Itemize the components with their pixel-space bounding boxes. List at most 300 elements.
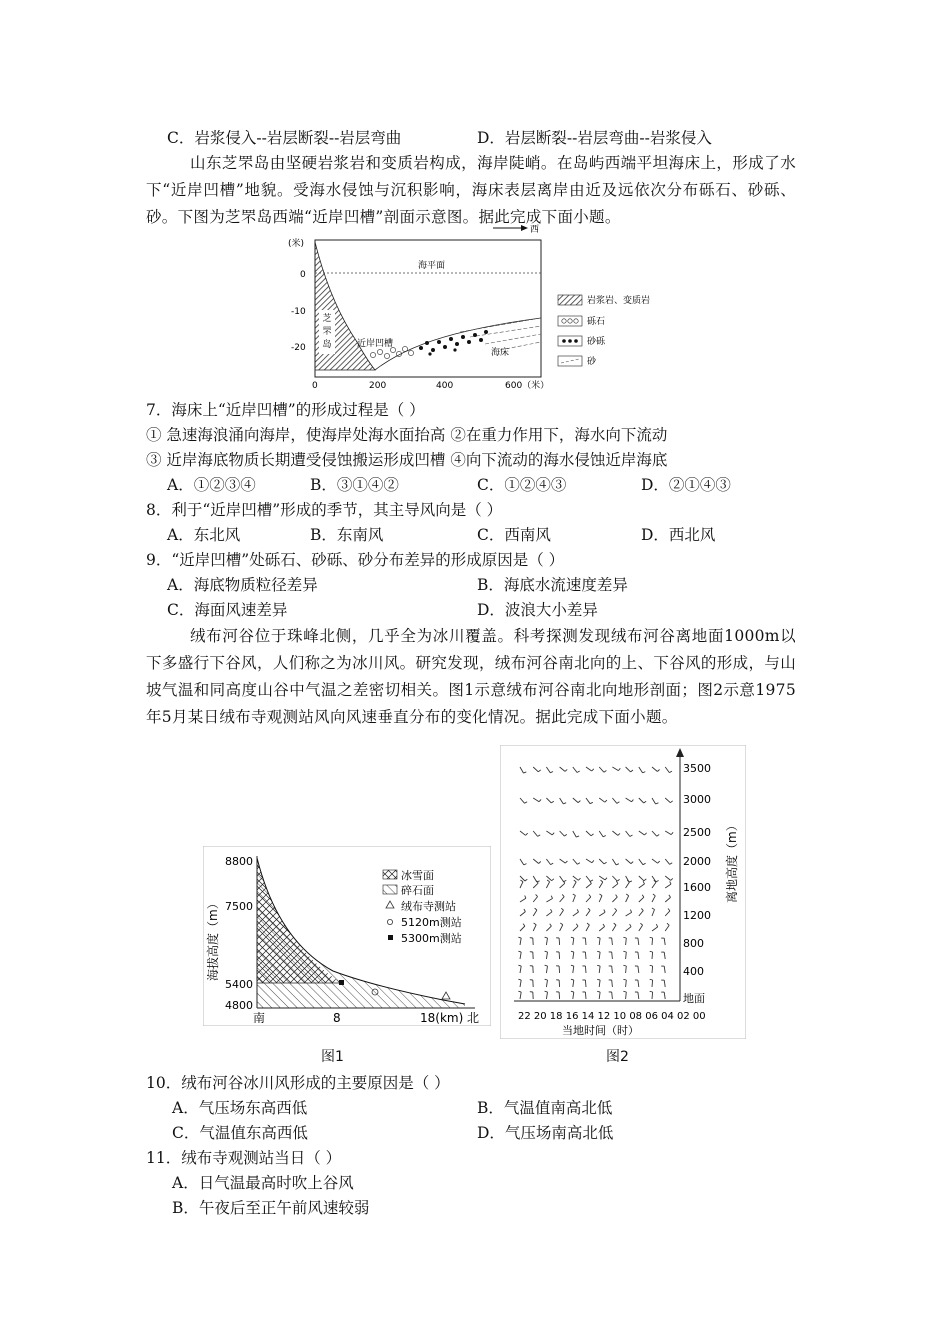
seabed-label: 海床 bbox=[491, 348, 510, 358]
wind-barb bbox=[652, 992, 653, 999]
fig2-y-3500: 3500 bbox=[683, 762, 711, 775]
wind-barb bbox=[599, 798, 605, 802]
wind-barb-feather bbox=[616, 895, 618, 898]
fig1-x-south: 南 bbox=[253, 1011, 266, 1025]
wind-barb bbox=[638, 980, 639, 987]
wind-barb-feather bbox=[588, 908, 590, 910]
wind-barb bbox=[599, 912, 605, 916]
wind-barb-feather bbox=[641, 908, 643, 910]
wind-barb bbox=[533, 897, 537, 902]
wind-barb-feather bbox=[650, 937, 653, 938]
wind-barb bbox=[639, 911, 644, 916]
wind-barb-feather bbox=[656, 881, 659, 882]
wind-barb-feather bbox=[643, 881, 644, 884]
fig1-legend-circle bbox=[387, 919, 392, 924]
wind-barb bbox=[560, 883, 565, 888]
wind-barb-feather bbox=[590, 880, 593, 882]
fig1-y-5400: 5400 bbox=[225, 978, 253, 991]
wind-barb bbox=[599, 980, 600, 987]
wind-barb bbox=[586, 925, 589, 931]
wind-barb bbox=[560, 897, 565, 902]
wind-barb bbox=[520, 898, 526, 902]
wind-barb bbox=[612, 980, 613, 987]
wind-barb-feather bbox=[524, 772, 527, 773]
wind-barb bbox=[639, 925, 643, 931]
wind-barb bbox=[638, 992, 639, 999]
wind-barb bbox=[612, 897, 617, 902]
wind-barb-feather bbox=[565, 769, 567, 771]
wind-barb-feather bbox=[601, 880, 603, 882]
wind-barb bbox=[665, 876, 670, 880]
wind-barb-feather bbox=[623, 951, 626, 952]
wind-barb bbox=[612, 966, 613, 973]
wind-barb-feather bbox=[623, 979, 626, 980]
wind-barb-feather bbox=[577, 771, 580, 773]
wind-barb bbox=[626, 798, 632, 802]
fig1-legend-debris-swatch bbox=[383, 885, 397, 894]
legend-sand-label: 砂 bbox=[587, 357, 597, 367]
wind-barb bbox=[573, 798, 578, 803]
wind-barb-feather bbox=[577, 863, 580, 865]
wind-barb bbox=[559, 952, 560, 959]
wind-barb bbox=[533, 767, 538, 772]
wind-barb-feather bbox=[616, 881, 618, 884]
y-unit: (米) bbox=[288, 239, 305, 249]
wind-barb bbox=[599, 831, 603, 837]
wind-barb bbox=[599, 882, 603, 888]
wind-barb bbox=[546, 938, 547, 945]
wind-barb-feather bbox=[650, 979, 653, 980]
q10-option-d: D．气压场南高北低 bbox=[477, 1124, 614, 1142]
wind-barb-feather bbox=[630, 924, 632, 927]
wind-barb-feather bbox=[550, 772, 553, 773]
q7-line1: ① 急速海浪涌向海岸，使海岸处海水面抬高 ②在重力作用下，海水向下流动 bbox=[146, 426, 668, 444]
wind-barb bbox=[559, 938, 560, 945]
wind-barb-feather bbox=[551, 801, 554, 803]
fig1-legend-debris: 碎石面 bbox=[401, 884, 434, 897]
fig2-wind-barbs bbox=[518, 767, 673, 999]
wind-barb-feather bbox=[618, 768, 620, 770]
fig2-y-arrow bbox=[676, 748, 684, 757]
wind-barb-feather bbox=[578, 878, 580, 880]
wind-barb bbox=[639, 859, 643, 865]
wind-barb-feather bbox=[563, 803, 566, 804]
q6-option-c: C．岩浆侵入--岩层断裂--岩层弯曲 bbox=[167, 129, 402, 147]
wind-barb-feather bbox=[564, 834, 566, 836]
wind-barb bbox=[585, 966, 586, 973]
wind-barb bbox=[599, 767, 604, 772]
wind-barb-feather bbox=[669, 771, 672, 773]
island-label-2: 罘 bbox=[322, 327, 332, 337]
wind-barb bbox=[665, 884, 671, 888]
wind-barb-feather bbox=[591, 834, 593, 836]
wind-barb-feather bbox=[603, 836, 606, 837]
wind-barb bbox=[559, 966, 560, 973]
wind-barb-feather bbox=[539, 862, 541, 864]
wind-barb bbox=[546, 882, 549, 888]
wind-barb-feather bbox=[565, 861, 567, 863]
q7-option-b: B．③①④② bbox=[310, 476, 399, 494]
sandy-gravel bbox=[419, 330, 488, 356]
west-label: 西 bbox=[530, 225, 540, 235]
wind-barb bbox=[520, 912, 525, 916]
wind-barb-feather bbox=[667, 923, 669, 925]
wind-barb bbox=[586, 831, 591, 836]
wind-barb-feather bbox=[538, 770, 540, 772]
q8-option-b: B．东南风 bbox=[310, 526, 384, 544]
wind-barb-feather bbox=[644, 879, 646, 881]
wind-barb bbox=[638, 938, 639, 945]
wind-barb-feather bbox=[604, 910, 605, 913]
wind-barb bbox=[520, 798, 525, 803]
fig1-caption: 图1 bbox=[321, 1049, 344, 1065]
wind-barb bbox=[652, 896, 655, 902]
wind-barb bbox=[599, 896, 602, 902]
q11-stem: 11．绒布寺观测站当日（ ） bbox=[146, 1149, 342, 1167]
wind-barb bbox=[665, 859, 670, 864]
wind-barb bbox=[652, 767, 657, 772]
wind-barb-feather bbox=[518, 965, 521, 966]
wind-barb bbox=[560, 925, 563, 931]
wind-barb bbox=[533, 925, 536, 931]
wind-barb-feather bbox=[604, 771, 607, 773]
wind-barb bbox=[652, 910, 655, 917]
wind-barb-feather bbox=[597, 991, 600, 992]
wind-barb-feather bbox=[626, 894, 629, 896]
q9-option-c: C．海面风速差异 bbox=[167, 601, 288, 619]
wind-barb-feather bbox=[592, 860, 594, 862]
fig1-x-north: 北 bbox=[467, 1011, 480, 1025]
wind-barb bbox=[612, 938, 613, 945]
wind-barb bbox=[520, 992, 521, 999]
fig1-legend-square bbox=[388, 935, 393, 940]
wind-barb-feather bbox=[571, 937, 574, 938]
wind-barb bbox=[612, 952, 613, 959]
wind-barb-feather bbox=[657, 770, 659, 772]
wind-barb-feather bbox=[518, 979, 521, 980]
wind-barb bbox=[520, 966, 521, 973]
wind-barb bbox=[573, 831, 577, 837]
wind-barb bbox=[652, 952, 653, 959]
fig1-y-4800: 4800 bbox=[225, 999, 253, 1012]
wind-barb bbox=[612, 876, 617, 881]
q8-option-c: C．西南风 bbox=[477, 526, 551, 544]
wind-barb-feather bbox=[656, 803, 659, 804]
wind-barb-feather bbox=[615, 908, 617, 910]
fig2-y-1200: 1200 bbox=[683, 909, 711, 922]
q9-stem: 9．“近岸凹槽”处砾石、砂砾、砂分布差异的形成原因是（ ） bbox=[146, 551, 565, 569]
q7-line2: ③ 近岸海底物质长期遭受侵蚀搬运形成凹槽 ④向下流动的海水侵蚀近岸海底 bbox=[146, 451, 668, 469]
wind-barb bbox=[546, 966, 547, 973]
fig2-y-800: 800 bbox=[683, 937, 704, 950]
wind-barb bbox=[612, 925, 616, 931]
wind-barb-feather bbox=[650, 991, 653, 992]
wind-barb bbox=[573, 876, 579, 880]
wind-barb-feather bbox=[518, 951, 521, 952]
wind-barb-feather bbox=[653, 894, 655, 896]
wind-barb bbox=[664, 980, 665, 987]
wind-barb-feather bbox=[590, 802, 593, 803]
wind-barb bbox=[585, 938, 586, 945]
wind-barb bbox=[652, 798, 656, 804]
wind-barb bbox=[664, 992, 665, 999]
wind-barb-feather bbox=[630, 835, 633, 837]
wind-barb-feather bbox=[614, 923, 616, 925]
q8-option-d: D．西北风 bbox=[641, 526, 716, 544]
q7-option-a: A．①②③④ bbox=[167, 476, 256, 494]
wind-barb-feather bbox=[523, 924, 525, 926]
wind-barb bbox=[573, 859, 578, 864]
wind-barb-feather bbox=[643, 772, 646, 773]
wind-barb-feather bbox=[574, 880, 576, 882]
wind-barb-feather bbox=[525, 896, 526, 899]
wind-barb bbox=[652, 966, 653, 973]
wind-barb-feather bbox=[518, 991, 521, 992]
fig2-y-400: 400 bbox=[683, 965, 704, 978]
wind-barb-feather bbox=[616, 864, 619, 865]
q11-option-a: A．日气温最高时吹上谷风 bbox=[172, 1174, 354, 1192]
wind-barb-feather bbox=[618, 833, 620, 835]
wind-barb bbox=[560, 859, 566, 863]
wind-barb-feather bbox=[597, 965, 600, 966]
fig1-station-5300 bbox=[339, 980, 344, 985]
wind-barb bbox=[586, 859, 592, 863]
wind-barb-feather bbox=[571, 979, 574, 980]
fig2-x-ticks: 22 20 18 16 14 12 10 08 06 04 02 00 bbox=[518, 1011, 706, 1022]
fig2-xlabel: 当地时间（时） bbox=[562, 1024, 639, 1037]
wind-barb bbox=[664, 966, 665, 973]
wind-barb-feather bbox=[573, 894, 576, 896]
wind-barb-feather bbox=[587, 923, 589, 925]
wind-barb-feather bbox=[671, 878, 673, 880]
wind-barb-feather bbox=[551, 909, 553, 912]
wind-barb bbox=[573, 992, 574, 999]
wind-barb-feather bbox=[589, 895, 591, 897]
q7-option-d: D．②①④③ bbox=[641, 476, 731, 494]
wind-barb-feather bbox=[547, 880, 550, 882]
q11-option-b: B．午夜后至正午前风速较弱 bbox=[172, 1199, 370, 1217]
fig1-x-8: 8 bbox=[333, 1011, 341, 1025]
wind-barb bbox=[560, 831, 565, 836]
wind-barb bbox=[626, 927, 632, 931]
wind-barb-feather bbox=[561, 908, 563, 910]
fig1-legend-5300: 5300m测站 bbox=[401, 932, 462, 945]
wind-barb-feather bbox=[552, 879, 554, 881]
figure-2-wind-profile bbox=[500, 745, 746, 1039]
figure-1-terrain bbox=[203, 846, 491, 1026]
wind-barb bbox=[559, 980, 560, 987]
q9-option-d: D．波浪大小差异 bbox=[477, 601, 598, 619]
passage-rongbuk-valley: 绒布河谷位于珠峰北侧，几乎全为冰川覆盖。科考探测发现绒布河谷离地面1000m以下多盛行下谷风，人们称之为冰川风。研究发现，绒布河谷南北向的上、下谷风的形成，与山坡气温和同高度山谷中气温之差密切相关。图1示意绒布河谷南北向地形剖面；图2示意1975年5月某日绒布寺观测站风向风速垂直分布的变化情况。据此完成下面小题。 bbox=[146, 627, 796, 726]
wind-barb bbox=[599, 859, 604, 864]
wind-barb-feather bbox=[645, 833, 647, 835]
wind-barb-feather bbox=[658, 861, 660, 863]
wind-barb bbox=[612, 992, 613, 999]
wind-barb bbox=[665, 911, 670, 916]
wind-barb bbox=[612, 767, 618, 771]
wind-barb bbox=[533, 883, 538, 888]
wind-barb bbox=[546, 798, 551, 803]
q6-option-d: D．岩层断裂--岩层弯曲--岩浆侵入 bbox=[477, 129, 712, 147]
wind-barb-feather bbox=[605, 878, 607, 880]
wind-barb bbox=[639, 831, 645, 835]
wind-barb-feather bbox=[605, 800, 607, 802]
wind-barb bbox=[599, 927, 604, 932]
wind-barb bbox=[573, 952, 574, 959]
fig1-y-8800: 8800 bbox=[225, 855, 253, 868]
fig2-y-2500: 2500 bbox=[683, 826, 711, 839]
wind-barb-feather bbox=[617, 802, 620, 804]
wind-barb bbox=[585, 992, 586, 999]
wind-barb bbox=[638, 952, 639, 959]
fig1-ice-surface bbox=[257, 858, 341, 983]
wind-barb-feather bbox=[577, 909, 578, 912]
wind-barb-feather bbox=[630, 910, 631, 913]
wind-barb bbox=[520, 882, 523, 888]
wind-barb-feather bbox=[632, 800, 634, 802]
wind-barb bbox=[520, 952, 521, 959]
wind-barb bbox=[546, 831, 552, 835]
wind-barb bbox=[546, 859, 550, 865]
wind-barb-feather bbox=[640, 923, 642, 925]
wind-barb-feather bbox=[643, 863, 646, 864]
wind-barb bbox=[520, 938, 521, 945]
fig1-station-rongbuk bbox=[442, 992, 450, 999]
wind-barb-feather bbox=[597, 937, 600, 938]
wind-barb-feather bbox=[603, 924, 605, 927]
wind-barb-feather bbox=[670, 881, 671, 884]
wind-barb-feather bbox=[617, 879, 619, 881]
wind-barb bbox=[652, 980, 653, 987]
sand-lines bbox=[460, 318, 541, 350]
q10-stem: 10．绒布河谷冰川风形成的主要原因是（ ） bbox=[146, 1074, 450, 1092]
wind-barb bbox=[560, 910, 564, 916]
fig1-x-18km: 18(km) bbox=[420, 1011, 464, 1025]
wind-barb bbox=[664, 952, 665, 959]
wind-barb-feather bbox=[552, 833, 554, 835]
wind-barb-feather bbox=[597, 951, 600, 952]
wind-barb bbox=[520, 859, 524, 865]
q7-stem: 7．海床上“近岸凹槽”的形成过程是（ ） bbox=[146, 401, 425, 419]
wind-barb-feather bbox=[623, 965, 626, 966]
wind-barb-feather bbox=[650, 951, 653, 952]
wind-barb bbox=[626, 896, 629, 902]
wind-barb-feather bbox=[670, 863, 673, 865]
wind-barb bbox=[546, 926, 551, 931]
wind-barb-feather bbox=[551, 863, 554, 865]
wind-barb-feather bbox=[668, 909, 670, 911]
island-label-1: 芝 bbox=[322, 314, 332, 324]
fig1-ylabel: 海拔高度（m） bbox=[206, 897, 220, 981]
q10-option-b: B．气温值南高北低 bbox=[477, 1099, 613, 1117]
wind-barb-feather bbox=[560, 923, 563, 925]
wind-barb-feather bbox=[545, 979, 548, 980]
fig2-y-1600: 1600 bbox=[683, 881, 711, 894]
wind-barb-feather bbox=[631, 770, 633, 772]
groove-label: 近岸凹槽 bbox=[357, 339, 394, 349]
wind-barb bbox=[599, 966, 600, 973]
wind-barb bbox=[599, 952, 600, 959]
wind-barb-feather bbox=[670, 801, 672, 803]
wind-barb bbox=[652, 882, 656, 888]
fig1-legend-ice-swatch bbox=[383, 870, 397, 879]
wind-barb-feather bbox=[562, 894, 564, 896]
west-arrow-head bbox=[521, 225, 528, 231]
q10-option-a: A．气压场东高西低 bbox=[172, 1099, 308, 1117]
legend-rock-label: 岩浆岩、变质岩 bbox=[587, 296, 651, 306]
wind-barb-feather bbox=[524, 864, 527, 865]
wind-barb bbox=[573, 926, 578, 931]
wind-barb bbox=[533, 831, 537, 836]
wind-barb bbox=[626, 980, 627, 987]
wind-barb-feather bbox=[525, 879, 527, 881]
wind-barb bbox=[520, 831, 526, 835]
wind-barb bbox=[520, 926, 525, 931]
wind-barb bbox=[533, 910, 537, 916]
wind-barb-feather bbox=[571, 951, 574, 952]
x-tick-200: 200 bbox=[369, 381, 387, 391]
wind-barb-feather bbox=[576, 836, 579, 837]
wind-barb bbox=[599, 938, 600, 945]
x-tick-0: 0 bbox=[312, 381, 318, 391]
wind-barb bbox=[652, 938, 653, 945]
wind-barb-feather bbox=[524, 909, 526, 912]
wind-barb bbox=[560, 876, 564, 882]
fig2-y-2000: 2000 bbox=[683, 855, 711, 868]
wind-barb-feather bbox=[604, 862, 607, 864]
passage-zhifu-island: 山东芝罘岛由坚硬岩浆岩和变质岩构成，海岸陡峭。在岛屿西端平坦海床上，形成了水下“近岸凹槽”地貌。受海水侵蚀与沉积影响，海床表层离岸由近及远依次分布砾石、砂砾、砂。下图为芝罘岛西端“近岸凹槽”剖面示意图。据此完成下面小题。 bbox=[146, 154, 796, 226]
wind-barb bbox=[573, 896, 576, 903]
wind-barb bbox=[573, 980, 574, 987]
wind-barb bbox=[546, 767, 550, 773]
wind-barb-feather bbox=[525, 802, 528, 804]
wind-barb bbox=[612, 884, 618, 888]
wind-barb bbox=[612, 831, 617, 835]
wind-barb bbox=[586, 767, 592, 771]
q10-option-c: C．气温值东高西低 bbox=[172, 1124, 308, 1142]
wind-barb bbox=[612, 911, 616, 917]
wind-barb bbox=[573, 767, 577, 773]
wind-barb bbox=[664, 938, 665, 945]
wind-barb-feather bbox=[535, 908, 537, 910]
wind-barb-feather bbox=[526, 833, 528, 835]
wind-barb bbox=[586, 876, 590, 881]
wind-barb bbox=[639, 767, 643, 773]
wind-barb bbox=[626, 831, 630, 837]
q7-option-c: C．①②④③ bbox=[477, 476, 567, 494]
q8-stem: 8．利于“近岸凹槽”形成的季节，其主导风向是（ ） bbox=[146, 501, 503, 519]
wind-barb bbox=[652, 859, 658, 863]
wind-barb-feather bbox=[576, 924, 578, 927]
wind-barb bbox=[639, 876, 644, 881]
fig2-caption: 图2 bbox=[606, 1049, 629, 1065]
wind-barb-feather bbox=[656, 924, 657, 927]
wind-barb-feather bbox=[520, 880, 523, 882]
wind-barb bbox=[560, 798, 564, 804]
wind-barb-feather bbox=[578, 801, 580, 803]
wind-barb bbox=[639, 897, 644, 902]
y-tick-20: -20 bbox=[291, 343, 306, 353]
fig1-legend-5120: 5120m测站 bbox=[401, 916, 462, 929]
wind-barb bbox=[665, 798, 670, 803]
wind-barb bbox=[586, 910, 590, 916]
wind-barb bbox=[599, 992, 600, 999]
fig1-y-7500: 7500 bbox=[225, 900, 253, 913]
fig2-ylabel: 离地高度（m） bbox=[725, 819, 739, 903]
wind-barb bbox=[665, 831, 671, 835]
wind-barb-feather bbox=[571, 991, 574, 992]
sea-level-label: 海平面 bbox=[418, 261, 446, 271]
